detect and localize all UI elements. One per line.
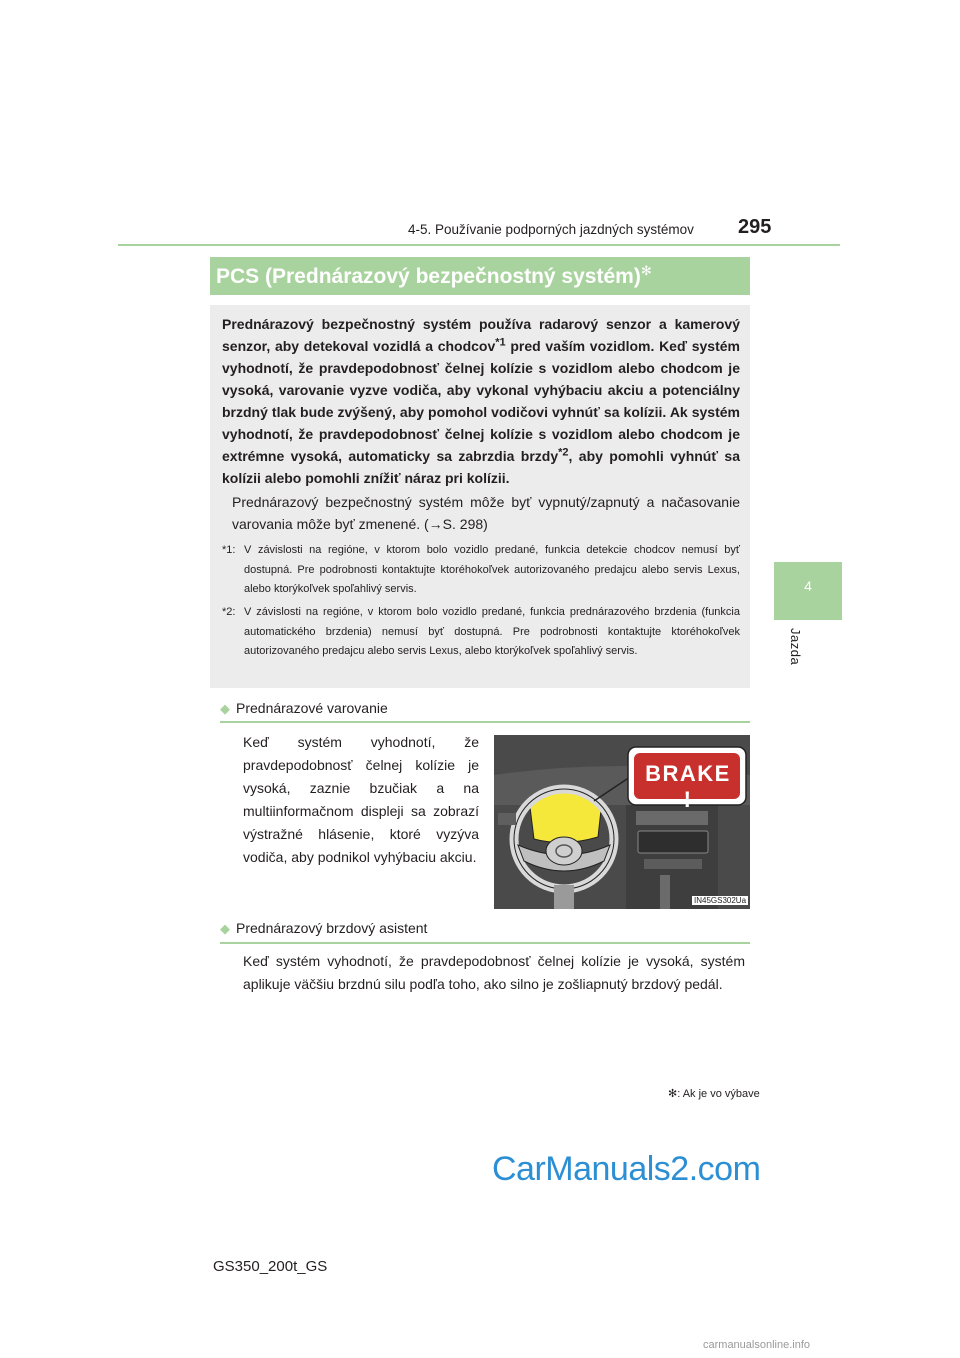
footnote-2-mark: *2: [222, 606, 236, 618]
brake-warning-label: BRAKE ! [645, 761, 731, 812]
subsection-heading-warning [220, 700, 388, 717]
figure-code: IN45GS302Ua [694, 896, 747, 905]
intro-box [210, 305, 750, 688]
header-section-title: 4-5. Používanie podporných jazdných systémov [408, 222, 694, 237]
dashboard-illustration [494, 735, 750, 909]
footer-model-code: GS350_200t_GS [213, 1258, 328, 1275]
section-title-bar [210, 257, 750, 295]
page-number: 295 [738, 216, 772, 238]
footnote-1-mark: *1: [222, 544, 236, 556]
brake-assist-description: Keď systém vyhodnotí, že pravdepodobnosť čelnej kolízie je vysoká, systém aplikuje väčšiu brzdnú silu podľa toho, ako silno je zošliapnutý brzdový pedál. [243, 953, 745, 992]
header-divider [118, 244, 840, 246]
subsection-divider [220, 721, 750, 723]
footnote-1 [222, 541, 740, 600]
footnote-ref-1: *1 [495, 336, 506, 349]
intro-text-part: Prednárazový bezpečnostný systém používa radarový senzor a kamerový senzor, aby detekoval vozidlá a chodcov [222, 316, 740, 354]
intro-paragraph [222, 313, 740, 489]
optional-equipment-note: ✻: Ak je vo výbave [668, 1088, 760, 1100]
footnote-1-text: V závislosti na regióne, v ktorom bolo vozidlo predané, funkcia detekcie chodcov nemusí byť dostupná. Pre podrobnosti kontaktujte ktoréhokoľvek autorizovaného predajcu alebo servis Lexus, alebo ktorýkoľvek spoľahlivý servis. [244, 544, 740, 595]
section-title [216, 263, 652, 289]
footnote-2 [222, 603, 740, 662]
subsection-heading-text: Prednárazový brzdový asistent [236, 920, 428, 936]
chapter-number: 4 [804, 578, 812, 594]
settings-note: Prednárazový bezpečnostný systém môže byť vypnutý/zapnutý a načasovanie varovania môže byť zmenené. (→S. 298) [232, 494, 740, 532]
warning-description: Keď systém vyhodnotí, že pravdepodobnosť čelnej kolízie je vysoká, zaznie bzučiak a na multiinformačnom displeji sa zobrazí výstražné hlásenie, ktoré vyzýva vodiča, aby podnikol vyhýbaciu akciu. [243, 734, 479, 865]
chapter-label: Jazda [788, 628, 803, 666]
subsection-heading-text: Prednárazové varovanie [236, 700, 388, 716]
subsection-divider [220, 942, 750, 944]
footnote-ref-2: *2 [558, 446, 569, 459]
intro-text-part: pred vaším vozidlom. Keď systém vyhodnotí, že pravdepodobnosť čelnej kolízie s vozidlom alebo chodcom je vysoká, varovanie vyzve vodiča, aby vykonal vyhýbaciu akciu a potenciálny brzdný tlak bude zvýšený, aby pomohol vodičovi vyhnúť sa kolízii. Ak systém vyhodnotí, že pravdepodobnosť čelnej kolízie s vozidlom alebo chodcom je extrémne vysoká, automaticky sa zabrzdia brzdy [222, 338, 740, 464]
section-title-text: PCS (Prednárazový bezpečnostný systém) [216, 265, 641, 288]
watermark-url: carmanualsonline.info [703, 1339, 811, 1351]
intro-text-part: , aby pomohli vyhnúť sa kolízii alebo pomohli znížiť náraz pri kolízii. [222, 448, 741, 486]
subsection-heading-brake-assist [220, 920, 427, 937]
optional-equipment-mark: ✻ [640, 263, 652, 278]
watermark-logo: CarManuals2.com [492, 1150, 761, 1188]
diamond-bullet-icon: ◆ [220, 701, 230, 716]
footnote-2-text: V závislosti na regióne, v ktorom bolo vozidlo predané, funkcia prednárazového brzdenia (funkcia automatického brzdenia) nemusí byť dostupná. Pre podrobnosti kontaktujte ktoréhokoľvek autorizovaného predajcu alebo servis Lexus, alebo ktorýkoľvek spoľahlivý servis. [244, 606, 740, 657]
diamond-bullet-icon: ◆ [220, 921, 230, 936]
chapter-tab [774, 562, 842, 620]
